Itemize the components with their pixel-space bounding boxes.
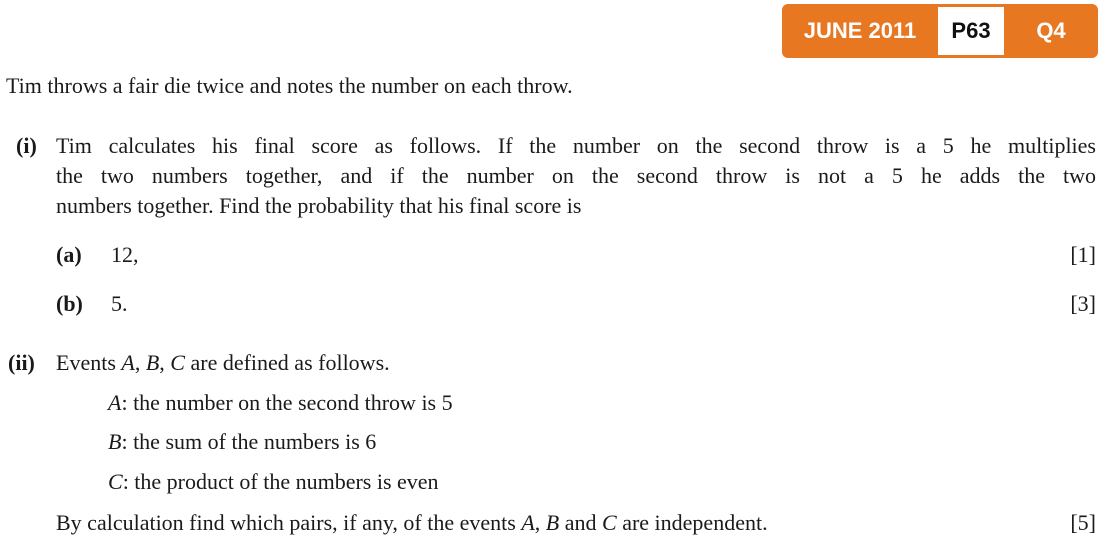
part-b-label: (b): [56, 291, 83, 316]
part-i-line-2: the two numbers together, and if the number on the second throw is not a 5 he adds the two: [56, 163, 1096, 188]
event-a-text: : the number on the second throw is 5: [121, 390, 453, 415]
part-ii-intro: Events A, B, C are defined as follows.: [56, 350, 390, 375]
question-intro: Tim throws a fair die twice and notes the number on each throw.: [6, 73, 573, 98]
event-b-name: B: [108, 429, 122, 454]
paper-code: P63: [938, 7, 1004, 55]
part-b-text: 5.: [111, 291, 128, 316]
part-ii-marks: [5]: [1070, 510, 1096, 535]
part-a-label: (a): [56, 242, 82, 267]
event-b-text: : the sum of the numbers is 6: [121, 429, 377, 454]
part-i-line-1: Tim calculates his final score as follows. If the number on the second throw is a 5 he multiplies: [56, 133, 1096, 158]
event-a-name: A: [108, 390, 122, 415]
event-b: [108, 427, 376, 457]
event-c: [108, 467, 439, 497]
event-c-text: : the product of the numbers is even: [122, 469, 439, 494]
question-badge: [782, 4, 1098, 58]
question-number: Q4: [1036, 18, 1066, 43]
part-i-line-3: numbers together. Find the probability that his final score is: [56, 193, 582, 218]
event-a: [108, 388, 453, 418]
part-b-marks: [3]: [1070, 291, 1096, 316]
part-a-marks: [1]: [1070, 242, 1096, 267]
part-ii-label: (ii): [8, 350, 35, 375]
part-ii-final: By calculation find which pairs, if any, of the events A, B and C are independent.: [56, 510, 768, 535]
exam-date: JUNE 2011: [803, 18, 917, 43]
part-i-label: (i): [16, 133, 37, 158]
event-c-name: C: [108, 469, 123, 494]
part-a-text: 12,: [111, 242, 139, 267]
